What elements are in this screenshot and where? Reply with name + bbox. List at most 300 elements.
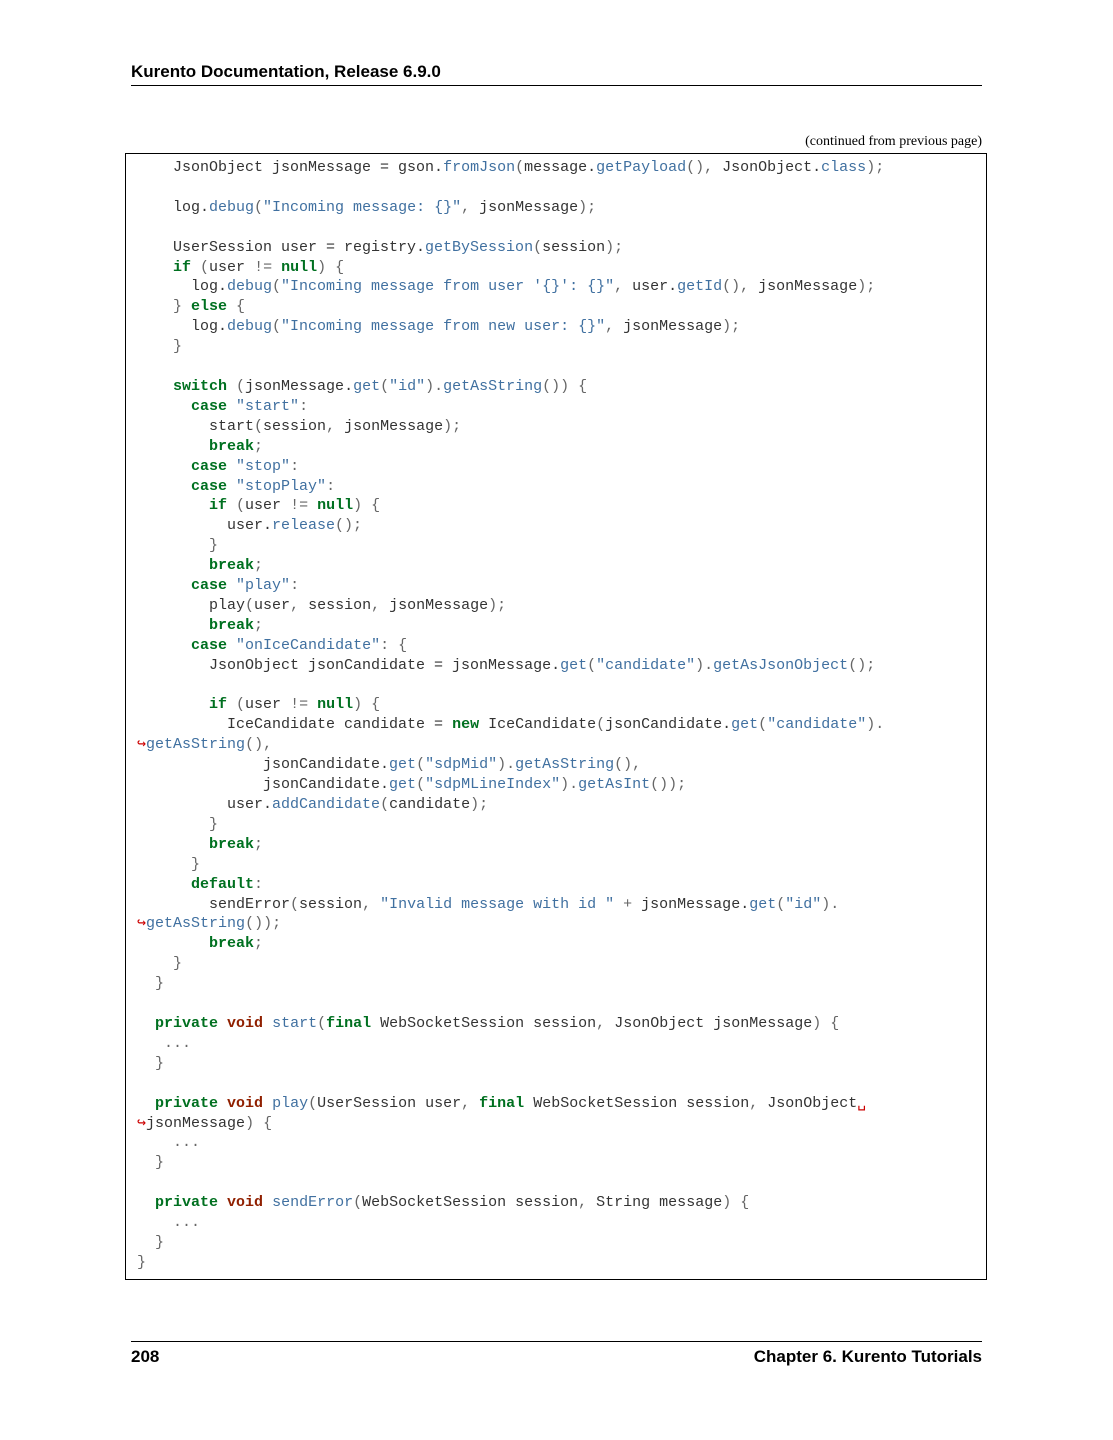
line-continuation-mark: ↪: [137, 736, 147, 754]
code-punctuation: (: [254, 417, 264, 435]
code-punctuation: ) {: [245, 1114, 273, 1132]
code-text: user.: [137, 517, 273, 535]
code-punctuation: ());: [650, 776, 687, 794]
code-line: [137, 277, 884, 297]
code-punctuation: (: [515, 159, 525, 176]
code-punctuation: (: [272, 278, 282, 296]
code-punctuation: ()) {: [542, 377, 588, 395]
code-line: [137, 477, 884, 497]
code-text: [137, 637, 191, 654]
code-line: [137, 695, 884, 715]
code-type: void: [227, 1194, 264, 1212]
code-text: JsonObject jsonCandidate = jsonMessage.: [137, 656, 561, 674]
code-identifier: class: [821, 159, 867, 176]
code-line: [137, 1074, 884, 1094]
code-punctuation: }: [137, 1154, 165, 1172]
code-line: [137, 1034, 884, 1054]
code-string: "stopPlay": [236, 477, 327, 495]
code-text: UserSession user = registry.: [137, 238, 426, 256]
code-line: [137, 755, 884, 775]
code-keyword: new: [452, 716, 480, 734]
code-punctuation: (: [227, 377, 246, 395]
code-keyword: case: [191, 577, 228, 595]
code-text: user: [254, 596, 291, 614]
code-punctuation: (: [533, 238, 543, 256]
code-line: [137, 715, 884, 735]
code-punctuation: }: [137, 955, 183, 973]
code-type: void: [227, 1094, 264, 1112]
code-text: [137, 378, 173, 395]
code-string: "candidate": [596, 656, 696, 674]
code-text: [137, 398, 191, 415]
code-punctuation: ).: [560, 776, 579, 794]
page-number: 208: [131, 1347, 160, 1366]
code-punctuation: );: [605, 238, 624, 256]
code-line: [137, 496, 884, 516]
code-text: [218, 1194, 227, 1211]
code-keyword: final: [479, 1094, 525, 1112]
code-keyword: break: [209, 616, 255, 634]
code-text: [137, 876, 191, 893]
code-text: [263, 1194, 272, 1211]
code-string: "Incoming message: {}": [263, 198, 462, 216]
code-text: candidate: [389, 796, 471, 813]
code-punctuation: }: [137, 1253, 147, 1271]
code-punctuation: }: [137, 298, 192, 316]
page-header: [131, 62, 982, 86]
code-line: [137, 1133, 884, 1153]
code-text: [137, 935, 209, 952]
code-line: [137, 895, 884, 915]
code-text: [137, 1095, 155, 1112]
code-text: [137, 617, 209, 634]
code-punctuation: ,: [461, 1094, 471, 1112]
code-identifier: getAsString: [515, 756, 615, 774]
code-string: "play": [236, 577, 291, 595]
code-keyword: break: [209, 835, 255, 853]
code-line: [137, 855, 884, 875]
code-text: [308, 696, 317, 713]
code-text: String message: [587, 1194, 723, 1212]
code-keyword: else: [191, 298, 228, 316]
code-line: [137, 994, 884, 1014]
code-punctuation: !=: [254, 258, 273, 276]
code-keyword: default: [191, 875, 255, 893]
code-line: [137, 954, 884, 974]
code-text: jsonMessage: [470, 198, 579, 216]
code-keyword: null: [317, 696, 354, 714]
code-punctuation: !=: [290, 696, 309, 714]
code-punctuation: ).: [425, 377, 444, 395]
code-punctuation: );: [443, 417, 462, 435]
code-line: [137, 1173, 884, 1193]
code-text: jsonMessage.: [632, 895, 750, 913]
code-identifier: get: [389, 776, 417, 794]
code-punctuation: (),: [686, 159, 714, 176]
code-text: start: [137, 417, 255, 435]
code-text: [227, 577, 236, 594]
code-punctuation: }: [137, 338, 183, 356]
code-identifier: debug: [227, 318, 273, 336]
code-punctuation: :: [299, 397, 309, 415]
code-punctuation: ,: [578, 1194, 588, 1212]
code-text: log.: [137, 198, 210, 216]
code-line: [137, 158, 884, 178]
code-text: JsonObject jsonMessage = gson.: [137, 159, 444, 176]
code-string: "candidate": [767, 716, 867, 734]
code-line: [137, 258, 884, 278]
code-line: [137, 934, 884, 954]
code-punctuation: ,: [749, 1094, 759, 1112]
code-text: UserSession user: [317, 1094, 462, 1112]
code-punctuation: (: [587, 656, 597, 674]
code-identifier: fromJson: [443, 159, 516, 176]
code-text: [308, 497, 317, 514]
code-identifier: getAsString: [146, 915, 246, 933]
code-punctuation: (: [191, 258, 210, 276]
code-keyword: null: [281, 258, 318, 276]
code-punctuation: }: [137, 815, 219, 833]
code-punctuation: ,: [326, 417, 336, 435]
code-line: [137, 417, 884, 437]
code-identifier: get: [560, 656, 588, 674]
code-identifier: get: [749, 895, 777, 913]
code-punctuation: ).: [821, 895, 840, 913]
code-punctuation: ;: [254, 835, 264, 853]
code-punctuation: (: [380, 796, 390, 813]
code-line: [137, 974, 884, 994]
code-text: [218, 1015, 227, 1032]
code-punctuation: ...: [137, 1134, 201, 1152]
code-line: [137, 536, 884, 556]
code-line: [137, 1213, 884, 1233]
code-keyword: case: [191, 477, 228, 495]
code-punctuation: ,: [290, 596, 300, 614]
code-punctuation: ;: [254, 437, 264, 455]
continued-note: (continued from previous page): [805, 134, 982, 149]
code-identifier: debug: [209, 198, 255, 216]
code-punctuation: ) {: [722, 1194, 750, 1212]
code-line: [137, 397, 884, 417]
code-punctuation: ,: [596, 1014, 606, 1032]
code-text: session: [299, 596, 372, 614]
code-string: "start": [236, 397, 300, 415]
code-text: [263, 1015, 272, 1032]
code-line: [137, 437, 884, 457]
chapter-title: Chapter 6. Kurento Tutorials: [753, 1347, 982, 1366]
code-punctuation: ).: [497, 756, 516, 774]
code-block: [125, 153, 987, 1280]
code-text: sendError: [137, 895, 291, 913]
code-punctuation: (),: [245, 736, 273, 754]
code-listing: [137, 158, 884, 1273]
code-punctuation: (: [353, 1194, 363, 1212]
code-punctuation: (: [272, 318, 282, 336]
code-line: [137, 178, 884, 198]
code-string: "sdpMid": [425, 756, 498, 774]
code-identifier: release: [272, 517, 336, 535]
code-line: [137, 317, 884, 337]
code-identifier: debug: [227, 278, 273, 296]
code-text: jsonCandidate.: [137, 776, 390, 794]
code-line: [137, 795, 884, 815]
code-punctuation: :: [290, 577, 300, 595]
code-punctuation: }: [137, 1233, 165, 1251]
code-identifier: getId: [677, 278, 723, 296]
code-punctuation: ,: [362, 895, 372, 913]
code-string: "id": [785, 895, 822, 913]
code-text: [227, 458, 236, 475]
code-line: [137, 218, 884, 238]
code-punctuation: {: [227, 298, 246, 316]
code-punctuation: +: [623, 895, 633, 913]
code-keyword: break: [209, 437, 255, 455]
code-punctuation: ,: [461, 198, 471, 216]
code-line: [137, 616, 884, 636]
code-string: "sdpMLineIndex": [425, 776, 561, 794]
code-text: [137, 836, 209, 853]
code-line: [137, 516, 884, 536]
code-punctuation: (: [416, 756, 426, 774]
code-punctuation: ) {: [353, 497, 381, 515]
code-punctuation: (: [317, 1014, 327, 1032]
code-text: WebSocketSession session: [362, 1194, 579, 1212]
code-text: session: [299, 895, 363, 913]
code-line: [137, 1014, 884, 1034]
code-text: [272, 259, 281, 276]
code-text: [218, 1095, 227, 1112]
code-text: [137, 458, 191, 475]
code-identifier: start: [272, 1014, 318, 1032]
code-punctuation: ...: [137, 1034, 192, 1052]
code-punctuation: ();: [335, 517, 363, 535]
code-punctuation: );: [857, 278, 876, 296]
code-line: [137, 357, 884, 377]
code-keyword: break: [209, 935, 255, 953]
code-keyword: final: [326, 1014, 372, 1032]
code-keyword: switch: [173, 377, 228, 395]
code-text: message.: [524, 159, 597, 176]
code-punctuation: ());: [245, 915, 282, 933]
code-identifier: getAsInt: [578, 776, 651, 794]
code-punctuation: ,: [614, 278, 624, 296]
code-identifier: getAsJsonObject: [713, 656, 849, 674]
code-punctuation: (: [227, 696, 246, 714]
code-identifier: getAsString: [146, 736, 246, 754]
code-text: log.: [137, 278, 228, 296]
code-text: session: [542, 238, 606, 256]
code-punctuation: ();: [848, 656, 876, 674]
code-string: "Incoming message from new user: {}": [281, 318, 606, 336]
code-text: [263, 1095, 272, 1112]
code-punctuation: (: [227, 497, 246, 515]
code-text: JsonObject jsonMessage: [605, 1014, 813, 1032]
code-text: jsonMessage: [614, 318, 723, 336]
code-string: "Invalid message with id ": [380, 895, 615, 913]
code-punctuation: (: [380, 377, 390, 395]
code-punctuation: ) {: [353, 696, 381, 714]
code-string: "onIceCandidate": [236, 636, 381, 654]
code-identifier: getBySession: [425, 238, 534, 256]
code-keyword: private: [155, 1194, 219, 1212]
code-text: jsonMessage: [146, 1114, 246, 1132]
code-identifier: get: [353, 377, 381, 395]
code-text: jsonCandidate.: [137, 756, 390, 774]
code-string: "id": [389, 377, 426, 395]
code-text: user.: [137, 796, 273, 813]
code-punctuation: :: [326, 477, 336, 495]
code-text: [137, 497, 209, 514]
code-punctuation: ;: [254, 616, 264, 634]
code-punctuation: (: [596, 716, 606, 734]
code-string: "stop": [236, 457, 291, 475]
code-text: JsonObject.: [713, 159, 822, 176]
code-keyword: case: [191, 397, 228, 415]
code-text: [227, 478, 236, 495]
code-line: [137, 1054, 884, 1074]
code-line: [137, 337, 884, 357]
code-line: [137, 1114, 884, 1134]
code-punctuation: !=: [290, 497, 309, 515]
code-keyword: null: [317, 497, 354, 515]
code-punctuation: }: [137, 1054, 165, 1072]
code-text: jsonMessage: [380, 596, 489, 614]
code-keyword: if: [173, 258, 192, 276]
code-punctuation: (: [758, 716, 768, 734]
code-line: [137, 875, 884, 895]
code-keyword: case: [191, 457, 228, 475]
code-text: jsonMessage.: [245, 377, 354, 395]
code-text: [137, 1194, 155, 1211]
code-line: [137, 914, 884, 934]
code-text: WebSocketSession session: [524, 1094, 750, 1112]
code-identifier: addCandidate: [272, 796, 381, 813]
code-punctuation: );: [578, 198, 597, 216]
code-string: "Incoming message from user '{}': {}": [281, 278, 615, 296]
code-keyword: private: [155, 1014, 219, 1032]
code-text: user: [245, 497, 291, 515]
code-keyword: if: [209, 497, 228, 515]
code-text: [137, 557, 209, 574]
code-text: [227, 398, 236, 415]
code-identifier: getPayload: [596, 159, 687, 176]
code-punctuation: ,: [605, 318, 615, 336]
code-punctuation: (),: [614, 756, 642, 774]
code-punctuation: ;: [254, 557, 264, 575]
code-line: [137, 656, 884, 676]
code-line: [137, 835, 884, 855]
code-punctuation: );: [722, 318, 741, 336]
code-punctuation: (: [416, 776, 426, 794]
line-continuation-mark: ↪: [137, 1114, 147, 1132]
line-continuation-mark: ↪: [137, 915, 147, 933]
code-punctuation: ,: [371, 596, 381, 614]
code-punctuation: (: [254, 198, 264, 216]
code-line: [137, 457, 884, 477]
code-line: [137, 198, 884, 218]
page-footer: [131, 1341, 982, 1367]
document-title: Kurento Documentation, Release 6.9.0: [131, 62, 441, 81]
code-line: [137, 636, 884, 656]
code-text: jsonMessage: [335, 417, 444, 435]
code-text: jsonMessage: [749, 278, 858, 296]
code-text: [614, 896, 623, 913]
code-text: [137, 259, 173, 276]
code-text: [227, 637, 236, 654]
code-punctuation: :: [254, 875, 264, 893]
code-text: jsonCandidate.: [605, 716, 732, 734]
code-punctuation: ;: [254, 935, 264, 953]
code-keyword: case: [191, 636, 228, 654]
code-text: IceCandidate candidate =: [137, 716, 453, 734]
code-text: user: [245, 696, 291, 714]
code-line: [137, 1233, 884, 1253]
code-text: WebSocketSession session: [371, 1014, 597, 1032]
code-punctuation: }: [137, 855, 201, 873]
code-line: [137, 1193, 884, 1213]
line-continuation-mark: ␣: [857, 1094, 867, 1112]
code-punctuation: ).: [866, 716, 885, 734]
code-line: [137, 297, 884, 317]
code-punctuation: ...: [137, 1214, 201, 1232]
code-line: [137, 1153, 884, 1173]
code-line: [137, 596, 884, 616]
code-text: [137, 438, 209, 455]
code-text: user: [209, 258, 255, 276]
code-line: [137, 238, 884, 258]
code-keyword: if: [209, 696, 228, 714]
code-text: [137, 696, 209, 713]
code-line: [137, 1094, 884, 1114]
code-punctuation: (: [308, 1094, 318, 1112]
code-keyword: break: [209, 557, 255, 575]
code-identifier: play: [272, 1094, 309, 1112]
code-text: play: [137, 596, 246, 614]
code-text: IceCandidate: [479, 716, 597, 734]
code-line: [137, 377, 884, 397]
code-punctuation: (),: [722, 278, 750, 296]
code-line: [137, 1253, 884, 1273]
code-line: [137, 676, 884, 696]
code-text: [137, 577, 191, 594]
code-punctuation: (: [290, 895, 300, 913]
code-text: log.: [137, 318, 228, 336]
code-punctuation: (: [245, 596, 255, 614]
code-text: JsonObject: [758, 1094, 858, 1112]
code-punctuation: ).: [695, 656, 714, 674]
code-punctuation: }: [137, 537, 219, 555]
code-punctuation: );: [488, 596, 507, 614]
code-punctuation: ) {: [317, 258, 345, 276]
code-punctuation: :: [290, 457, 300, 475]
code-punctuation: (: [776, 895, 786, 913]
code-identifier: getAsString: [443, 377, 543, 395]
code-text: [137, 478, 191, 495]
code-punctuation: );: [866, 159, 885, 176]
code-type: void: [227, 1014, 264, 1032]
code-identifier: get: [389, 756, 417, 774]
code-punctuation: : {: [380, 636, 408, 654]
code-line: [137, 556, 884, 576]
code-line: [137, 775, 884, 795]
code-line: [137, 735, 884, 755]
code-text: [371, 896, 380, 913]
code-keyword: private: [155, 1094, 219, 1112]
code-text: session: [263, 417, 327, 435]
code-punctuation: );: [470, 796, 489, 813]
code-line: [137, 576, 884, 596]
code-text: user.: [623, 278, 678, 296]
